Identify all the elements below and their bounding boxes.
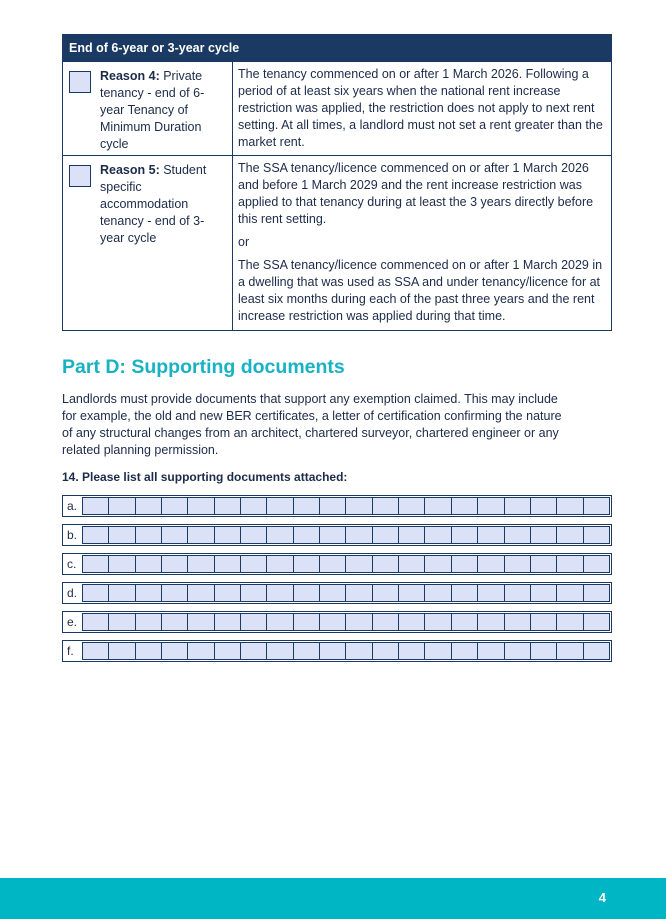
character-box[interactable] [584, 585, 609, 601]
character-box[interactable] [478, 643, 504, 659]
character-box[interactable] [425, 643, 451, 659]
character-box[interactable] [425, 527, 451, 543]
character-box[interactable] [425, 585, 451, 601]
character-box[interactable] [373, 556, 399, 572]
character-box[interactable] [478, 498, 504, 514]
character-box[interactable] [373, 614, 399, 630]
character-box[interactable] [294, 585, 320, 601]
character-box[interactable] [452, 498, 478, 514]
character-box[interactable] [267, 556, 293, 572]
character-box[interactable] [584, 614, 609, 630]
character-box[interactable] [478, 614, 504, 630]
document-entry-field[interactable] [82, 497, 610, 515]
character-box[interactable] [557, 498, 583, 514]
character-box[interactable] [425, 498, 451, 514]
page-number: 4 [598, 890, 606, 905]
reason-4-cell [63, 62, 233, 155]
document-row-letter: f. [67, 644, 74, 658]
character-box[interactable] [188, 643, 214, 659]
character-box[interactable] [267, 498, 293, 514]
document-row [62, 553, 612, 575]
document-entry-field[interactable] [82, 642, 610, 660]
footer-bar [0, 878, 666, 919]
character-box[interactable] [109, 498, 135, 514]
character-box[interactable] [373, 498, 399, 514]
character-box[interactable] [241, 527, 267, 543]
character-box[interactable] [425, 614, 451, 630]
character-box[interactable] [215, 498, 241, 514]
character-box[interactable] [294, 498, 320, 514]
character-box[interactable] [505, 556, 531, 572]
character-box[interactable] [188, 585, 214, 601]
document-row-letter: c. [67, 557, 77, 571]
character-box[interactable] [452, 585, 478, 601]
character-box[interactable] [320, 585, 346, 601]
section-title: Part D: Supporting documents [62, 356, 345, 378]
character-box[interactable] [584, 556, 609, 572]
character-box[interactable] [373, 585, 399, 601]
character-box[interactable] [557, 556, 583, 572]
document-entry-field[interactable] [82, 526, 610, 544]
character-box[interactable] [188, 614, 214, 630]
character-box[interactable] [162, 527, 188, 543]
character-box[interactable] [136, 585, 162, 601]
character-box[interactable] [505, 527, 531, 543]
character-box[interactable] [557, 643, 583, 659]
character-box[interactable] [557, 585, 583, 601]
character-box[interactable] [267, 643, 293, 659]
character-box[interactable] [373, 643, 399, 659]
document-row [62, 611, 612, 633]
character-box[interactable] [531, 498, 557, 514]
reason-4-label: Reason 4: Private tenancy - end of 6-year Tenancy of Minimum Duration cycle [100, 69, 205, 151]
character-box[interactable] [215, 643, 241, 659]
character-box[interactable] [399, 556, 425, 572]
character-box[interactable] [241, 498, 267, 514]
supporting-documents-list [62, 495, 612, 669]
character-box[interactable] [478, 556, 504, 572]
table-header: End of 6-year or 3-year cycle [63, 35, 611, 61]
character-box[interactable] [136, 614, 162, 630]
reason-4-checkbox[interactable] [69, 71, 91, 93]
question-14-label: 14. Please list all supporting documents attached: [62, 470, 348, 484]
character-box[interactable] [505, 585, 531, 601]
section-intro: Landlords must provide documents that support any exemption claimed. This may include for example, the old and new BER certificates, a letter of certification confirming the nature of any structural changes from an architect, chartered surveyor, chartered engineer or any related planning permission. [62, 392, 562, 457]
character-box[interactable] [373, 527, 399, 543]
character-box[interactable] [320, 556, 346, 572]
character-box[interactable] [294, 527, 320, 543]
character-box[interactable] [557, 527, 583, 543]
character-box[interactable] [452, 614, 478, 630]
character-box[interactable] [584, 643, 609, 659]
character-box[interactable] [294, 643, 320, 659]
character-box[interactable] [294, 556, 320, 572]
character-box[interactable] [399, 498, 425, 514]
character-box[interactable] [320, 614, 346, 630]
table-row-reason-5 [63, 155, 611, 330]
document-row-letter: a. [67, 499, 78, 513]
character-box[interactable] [109, 614, 135, 630]
character-box[interactable] [109, 556, 135, 572]
character-box[interactable] [188, 556, 214, 572]
character-box[interactable] [557, 614, 583, 630]
character-box[interactable] [399, 527, 425, 543]
character-box[interactable] [83, 614, 109, 630]
reason-4-description: The tenancy commenced on or after 1 March 2026. Following a period of at least six years when the national rent increase restriction was applied, the restriction does not apply to next rent setting. At all times, a landlord must not set a rent greater than the market rent. [238, 67, 603, 149]
character-box[interactable] [83, 585, 109, 601]
character-box[interactable] [83, 556, 109, 572]
character-box[interactable] [531, 614, 557, 630]
character-box[interactable] [399, 585, 425, 601]
document-row [62, 582, 612, 604]
character-box[interactable] [215, 614, 241, 630]
character-box[interactable] [531, 643, 557, 659]
character-box[interactable] [267, 585, 293, 601]
character-box[interactable] [83, 498, 109, 514]
character-box[interactable] [505, 614, 531, 630]
character-box[interactable] [452, 556, 478, 572]
character-box[interactable] [505, 498, 531, 514]
character-box[interactable] [505, 643, 531, 659]
document-row-letter: d. [67, 586, 78, 600]
character-box[interactable] [162, 585, 188, 601]
character-box[interactable] [109, 643, 135, 659]
character-box[interactable] [346, 527, 372, 543]
character-box[interactable] [531, 585, 557, 601]
character-box[interactable] [452, 643, 478, 659]
document-entry-field[interactable] [82, 555, 610, 573]
character-box[interactable] [215, 585, 241, 601]
character-box[interactable] [162, 556, 188, 572]
character-box[interactable] [188, 498, 214, 514]
character-box[interactable] [83, 643, 109, 659]
character-box[interactable] [478, 585, 504, 601]
character-box[interactable] [346, 498, 372, 514]
character-box[interactable] [294, 614, 320, 630]
document-row [62, 495, 612, 517]
character-box[interactable] [109, 527, 135, 543]
character-box[interactable] [215, 556, 241, 572]
character-box[interactable] [346, 643, 372, 659]
character-box[interactable] [241, 614, 267, 630]
character-box[interactable] [162, 614, 188, 630]
reason-5-cell [63, 156, 233, 330]
character-box[interactable] [399, 614, 425, 630]
character-box[interactable] [162, 643, 188, 659]
character-box[interactable] [346, 585, 372, 601]
character-box[interactable] [188, 527, 214, 543]
character-box[interactable] [241, 585, 267, 601]
character-box[interactable] [320, 527, 346, 543]
character-box[interactable] [136, 556, 162, 572]
character-box[interactable] [241, 556, 267, 572]
character-box[interactable] [346, 556, 372, 572]
document-row [62, 640, 612, 662]
character-box[interactable] [136, 643, 162, 659]
character-box[interactable] [83, 527, 109, 543]
character-box[interactable] [109, 585, 135, 601]
table-row-reason-4 [63, 61, 611, 155]
document-entry-field[interactable] [82, 584, 610, 602]
reason-5-label: Reason 5: Student specific accommodation tenancy - end of 3-year cycle [100, 163, 207, 245]
reason-5-checkbox[interactable] [69, 165, 91, 187]
character-box[interactable] [584, 498, 609, 514]
character-box[interactable] [346, 614, 372, 630]
character-box[interactable] [136, 498, 162, 514]
document-entry-field[interactable] [82, 613, 610, 631]
document-row [62, 524, 612, 546]
character-box[interactable] [531, 527, 557, 543]
character-box[interactable] [452, 527, 478, 543]
character-box[interactable] [320, 643, 346, 659]
character-box[interactable] [531, 556, 557, 572]
character-box[interactable] [267, 614, 293, 630]
character-box[interactable] [478, 527, 504, 543]
character-box[interactable] [425, 556, 451, 572]
character-box[interactable] [215, 527, 241, 543]
cycle-table [62, 34, 612, 331]
character-box[interactable] [320, 498, 346, 514]
document-row-letter: b. [67, 528, 78, 542]
character-box[interactable] [267, 527, 293, 543]
character-box[interactable] [399, 643, 425, 659]
character-box[interactable] [241, 643, 267, 659]
character-box[interactable] [162, 498, 188, 514]
document-row-letter: e. [67, 615, 78, 629]
reason-5-description: The SSA tenancy/licence commenced on or after 1 March 2026 and before 1 March 2029 and the rent increase restriction was applied to that tenancy during at least the 3 years directly before this rent setting. or The SSA tenancy/licence commenced on or after 1 March 2029 in a dwelling that was used as SSA and under tenancy/licence for at least six months during each of the past three years and the rent increase restriction was applied during that time. [238, 161, 603, 323]
character-box[interactable] [136, 527, 162, 543]
character-box[interactable] [584, 527, 609, 543]
